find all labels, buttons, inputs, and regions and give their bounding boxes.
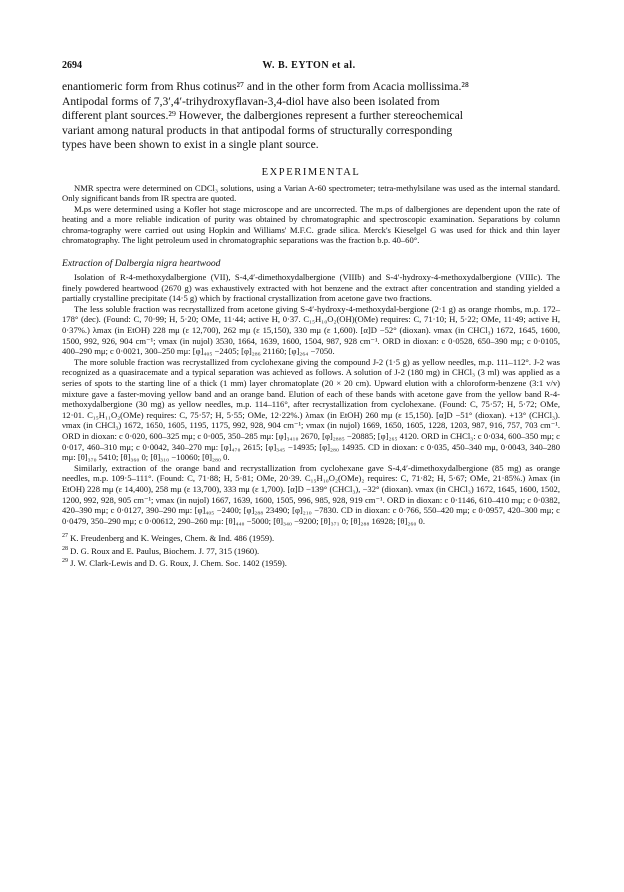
intro-text xyxy=(62,80,560,153)
footnote-28 xyxy=(62,544,560,556)
intro-line: different plant sources.²⁹ However, the dalbergiones represent a further stereochemical xyxy=(62,109,463,122)
footnote-27 xyxy=(62,531,560,543)
running-authors: W. B. EYTON et al. xyxy=(262,60,356,71)
footnote-29 xyxy=(62,556,560,568)
more-soluble-paragraph: The more soluble fraction was recrystallized from cyclohexane giving the compound J-2 (1·5 g) as yellow needles, m.p. 111–112°. J-2 was recognized as a quasiracemate and a typical separation was achieved as follows. A solution of J-2 (180 mg) in CHCl₃ (3 ml) was applied as a series of spots to the starting line of a thick (1 mm) layer chromatoplate (20 × 20 cm). Upward elution with a chloroform-benzene (3:1 v/v) mixture gave a faster-moving yellow band and an orange band. Elution of each of these bands with acetone gave from the yellow band R-4-methoxydalbergione (30 mg) as yellow needles, m.p. 114–116°, after recrystallization from cyclohexane. (Found: C, 75·57; H, 5·72; OMe, 12·01. C₁₅H₁₁O₂(OMe) requires: C, 75·57; H, 5·55; OMe, 12·22%.) λmax (in EtOH) 260 mμ (ε 15,150). [α]D −51° (dioxan). +13° (CHCl₃). νmax (in CHCl₃) 1672, 1650, 1605, 1195, 1175, 992, 928, 904 cm⁻¹; νmax (in nujol) 1669, 1650, 1605, 1228, 1203, 987, 916, 757, 703 cm⁻¹. ORD in dioxan: c 0·020, 600–325 mμ; c 0·005, 350–285 mμ: [φ]₃₄₁₀ 2670, [φ]₂₈₈₅ −20885; [φ]₂₆₅ 4120. ORD in CHCl₃: c 0·034, 600–350 mμ; c 0·017, 460–310 mμ; c 0·0042, 340–270 mμ: [φ]₄₇₀ 2615; [φ]₃₄₅ −14935; [φ]₂₈₀ 14935. CD in dioxan: c 0·035, 450–340 mμ, 0·0043, 340–280 mμ: [θ]₃₇₀ 5410; [θ]₃₆₀ 0; [θ]₃₁₀ −10060; [θ]₂₈₀ 0. xyxy=(62,356,560,463)
intro-line: Antipodal forms of 7,3′,4′-trihydroxyflavan-3,4-diol have also been isolated from xyxy=(62,94,440,108)
footnotes xyxy=(62,531,560,568)
running-header xyxy=(62,60,560,71)
isolation-paragraph: Isolation of R-4-methoxydalbergione (VII), S-4,4′-dimethoxydalbergione (VIIIb) and S-4′-hydroxy-4-methoxydalbergione (VIIIc). The finely powdered heartwood (2670 g) was exhaustively extracted with hot benzene and the extract after concentration and standing yielded a partially crystalline precipitate (14·5 g) which by fractional crystallization from acetone gave two fractions. xyxy=(62,272,560,304)
journal-page xyxy=(62,60,560,568)
page-number: 2694 xyxy=(62,60,82,71)
footnote-number: 29 xyxy=(62,558,68,565)
intro-line: enantiomeric form from Rhus cotinus²⁷ and in the other form from Acacia mollissima.²⁸ xyxy=(62,80,469,93)
intro-line: types have been shown to exist in a single plant source. xyxy=(62,138,319,151)
experimental-heading: EXPERIMENTAL xyxy=(261,166,361,178)
similar-extraction-paragraph: Similarly, extraction of the orange band and recrystallization from cyclohexane gave S-4,4′-dimethoxydalbergione (85 mg) as orange needles, m.p. 109·5–111°. (Found: C, 71·88; H, 5·81; OMe, 20·39. C₁₅H₁₀O₂(OMe)₂ requires: C, 71·82; H, 5·67; OMe, 21·85%.) λmax (in EtOH) 228 mμ (ε 14,400), 258 mμ (ε 13,700), 333 mμ (ε 1,700). [α]D −139° (CHCl₃), −32° (dioxan). νmax (in CHCl₃) 1672, 1645, 1600, 1502, 1200, 992, 928, 905 cm⁻¹; νmax (in nujol) 1667, 1639, 1600, 1505, 996, 985, 928, 919 cm⁻¹. ORD in dioxan: c 0·1146, 610–410 mμ; c 0·0382, 420–390 mμ; c 0·0127, 390–290 mμ: [φ]₄₀₅ −2400; [φ]₂₈₈ 23490; [φ]₂₁₀ −7830. CD in dioxan: c 0·766, 550–420 mμ; c 0·0957, 420–300 mμ; c 0·0479, 350–290 mμ; c 0·00612, 290–260 mμ: [θ]₄₄₀ −5000; [θ]₃₄₀ −9200; [θ]₃₇₁ 0; [θ]₂₈₈ 16928; [θ]₂₆₀ 0. xyxy=(62,462,560,526)
intro-line: variant among natural products in that antipodal forms of structurally corresponding xyxy=(62,123,453,137)
less-soluble-paragraph: The less soluble fraction was recrystallized from acetone giving S-4′-hydroxy-4-methoxydal-bergione (2·1 g) as orange rhombs, m.p. 172–178° (dec). (Found: C, 70·99; H, 5·20; OMe, 11·44; active H, 0·37. C₁₅H₁₀O₂(OH)(OMe) requires: C, 71·10; H, 5·22; OMe, 11·49; active H, 0·37%.) λmax (in EtOH) 228 mμ (ε 12,700), 262 mμ (ε 15,150), 330 mμ (ε 1,600). [α]D −52° (dioxan). νmax (in CHCl₃) 1672, 1645, 1600, 1500, 992, 926, 904 cm⁻¹; νmax (in nujol) 3530, 1664, 1639, 1600, 1504, 987, 928 cm⁻¹. ORD in dioxan: c 0·0528, 650–390 mμ; c 0·0105, 400–290 mμ; c 0·0021, 300–250 mμ: [φ]₄₀₅ −2405; [φ]₂₈₆ 21160; [φ]₂₆₄ −7050. xyxy=(62,303,560,357)
footnote-number: 27 xyxy=(62,533,68,540)
extraction-heading: Extraction of Dalbergia nigra heartwood xyxy=(62,258,221,270)
mp-paragraph: M.ps were determined using a Kofler hot stage microscope and are uncorrected. The m.ps of dalbergiones are dependent upon the rate of heating and a more reliable indication of purity was obtained by chromatographic and spectroscopic examination. Separations by column chroma-tography were carried out using Hopkin and Williams' M.F.C. grade silica. Merck's Kieselgel G was used for thick and thin layer chromatography. The light petroleum used in chromatographic separations was the fraction b.p. 40–60°. xyxy=(62,203,560,246)
footnote-text: J. W. Clark-Lewis and D. G. Roux, J. Chem. Soc. 1402 (1959). xyxy=(70,557,287,568)
nmr-paragraph: NMR spectra were determined on CDCl₃ solutions, using a Varian A-60 spectrometer; tetra-methylsilane was used as the internal standard. Only significant bands from IR spectra are quoted. xyxy=(62,182,560,204)
footnote-text: K. Freudenberg and K. Weinges, Chem. & Ind. 486 (1959). xyxy=(70,533,275,544)
footnote-text: D. G. Roux and E. Paulus, Biochem. J. 77, 315 (1960). xyxy=(70,545,260,556)
footnote-number: 28 xyxy=(62,545,68,552)
